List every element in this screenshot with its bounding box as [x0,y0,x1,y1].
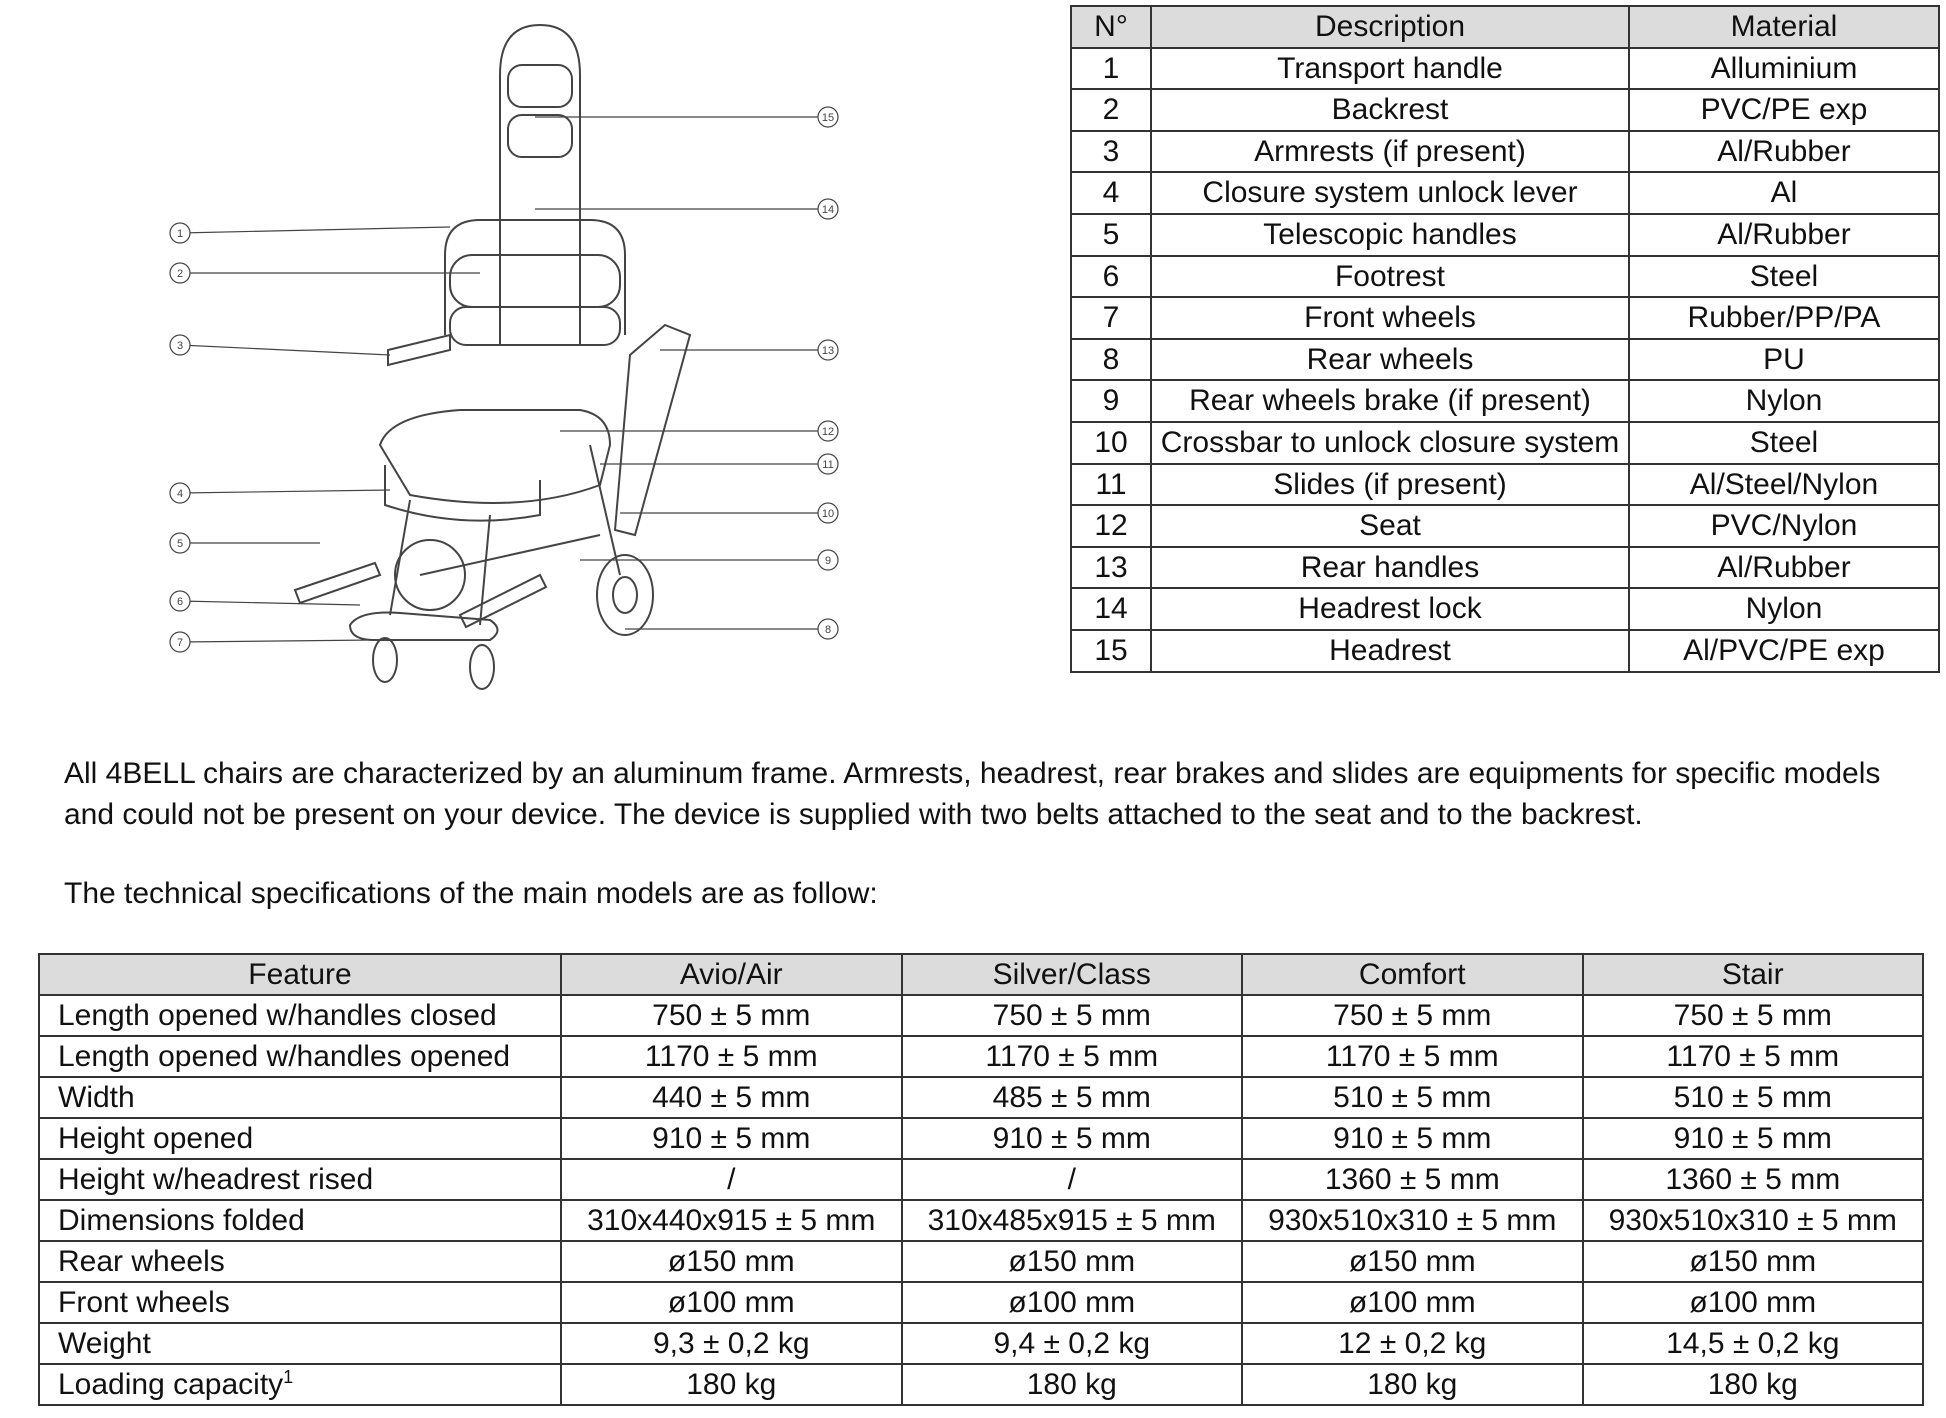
part-description: Closure system unlock lever [1151,172,1629,214]
part-description: Armrests (if present) [1151,131,1629,173]
spec-value: 9,3 ± 0,2 kg [561,1323,902,1364]
transport-handle [445,220,625,335]
feature-cell [39,1200,561,1241]
spec-value: ø150 mm [561,1241,902,1282]
spec-value: 1170 ± 5 mm [1583,1036,1924,1077]
parts-row [1071,256,1939,298]
part-number: 14 [1071,588,1151,630]
header-avio-air: Avio/Air [561,954,902,995]
specifications-table [38,953,1924,1406]
rear-rail [615,325,690,535]
spec-value: 12 ± 0,2 kg [1242,1323,1583,1364]
spec-value: ø100 mm [1583,1282,1924,1323]
part-description: Transport handle [1151,48,1629,90]
parts-row [1071,464,1939,506]
part-number: 8 [1071,339,1151,381]
parts-row [1071,214,1939,256]
footrest [350,613,498,641]
part-material: Nylon [1629,588,1939,630]
part-number: 13 [1071,547,1151,589]
spec-value: 1170 ± 5 mm [1242,1036,1583,1077]
feature-cell [39,1323,561,1364]
callout-11: 11 [822,459,834,471]
spec-value: 510 ± 5 mm [1242,1077,1583,1118]
part-description: Rear wheels brake (if present) [1151,380,1629,422]
spec-value: 310x440x915 ± 5 mm [561,1200,902,1241]
spec-value: ø100 mm [561,1282,902,1323]
callout-1: 1 [176,228,184,240]
spec-value: 910 ± 5 mm [1583,1118,1924,1159]
part-material: Nylon [1629,380,1939,422]
intro-paragraph: All 4BELL chairs are characterized by an aluminum frame. Armrests, headrest, rear brakes and slides are equipments for specific models and could not be present on your device. The device is supplied with two belts attached to the seat and to the backrest. [64,757,1881,831]
specs-row [39,1200,1923,1241]
part-material: PU [1629,339,1939,381]
callout-5: 5 [176,538,184,550]
callout-2: 2 [176,268,184,280]
part-description: Footrest [1151,256,1629,298]
part-description: Headrest [1151,630,1629,672]
parts-row [1071,380,1939,422]
specs-row [39,1036,1923,1077]
headrest-roller-bottom [508,115,572,157]
specs-row [39,1323,1923,1364]
parts-table [1070,5,1940,673]
part-number: 11 [1071,464,1151,506]
footnote-marker: 1 [283,1367,294,1387]
front-wheel-left [373,638,397,682]
parts-row [1071,131,1939,173]
feature-cell [39,1077,561,1118]
feature-label: Width [58,1081,135,1114]
feature-label: Rear wheels [58,1245,225,1278]
spec-value: 9,4 ± 0,2 kg [902,1323,1243,1364]
spec-value: 910 ± 5 mm [561,1118,902,1159]
feature-cell [39,1241,561,1282]
feature-cell [39,1159,561,1200]
part-number: 4 [1071,172,1151,214]
callout-13: 13 [821,345,835,357]
spec-value: 440 ± 5 mm [561,1077,902,1118]
header-stair: Stair [1583,954,1924,995]
part-material: Rubber/PP/PA [1629,297,1939,339]
parts-row [1071,48,1939,90]
part-description: Rear wheels [1151,339,1629,381]
specs-row [39,1282,1923,1323]
front-leg-right [480,515,490,625]
part-material: Steel [1629,256,1939,298]
callout-9: 9 [824,555,832,567]
feature-label: Loading capacity [58,1368,284,1401]
parts-row [1071,547,1939,589]
feature-label: Front wheels [58,1286,230,1319]
feature-label: Length opened w/handles opened [58,1040,511,1073]
part-number: 9 [1071,380,1151,422]
callout-10: 10 [821,508,835,520]
spec-value: 485 ± 5 mm [902,1077,1243,1118]
seat [380,410,610,503]
armrest [388,335,450,365]
header-number: N° [1071,6,1151,48]
specs-row [39,1118,1923,1159]
part-number: 15 [1071,630,1151,672]
backrest [450,255,620,307]
spec-value: ø100 mm [902,1282,1243,1323]
feature-label: Height opened [58,1122,254,1155]
part-description: Front wheels [1151,297,1629,339]
part-number: 2 [1071,89,1151,131]
part-number: 5 [1071,214,1151,256]
rear-wheel-brake [395,540,465,610]
parts-row [1071,339,1939,381]
specs-row [39,1159,1923,1200]
part-description: Telescopic handles [1151,214,1629,256]
callout-14: 14 [821,204,835,216]
telescopic-handle-left [295,563,380,603]
callout-3: 3 [176,340,184,352]
feature-label: Length opened w/handles closed [58,999,497,1032]
headrest-roller-top [508,65,572,107]
part-description: Rear handles [1151,547,1629,589]
specs-header-row [39,954,1923,995]
feature-cell [39,1036,561,1077]
feature-cell [39,1282,561,1323]
callout-4: 4 [176,488,184,500]
part-material: Steel [1629,422,1939,464]
spec-value: ø150 mm [1583,1241,1924,1282]
part-number: 1 [1071,48,1151,90]
spec-value: 1170 ± 5 mm [902,1036,1243,1077]
spec-value: ø150 mm [1242,1241,1583,1282]
feature-cell [39,1364,561,1405]
part-number: 12 [1071,505,1151,547]
feature-label: Weight [58,1327,151,1360]
part-material: Al/Rubber [1629,131,1939,173]
specs-row [39,995,1923,1036]
spec-value: 1170 ± 5 mm [561,1036,902,1077]
spec-value: 180 kg [1242,1364,1583,1405]
callout-15: 15 [821,112,835,124]
spec-value: 510 ± 5 mm [1583,1077,1924,1118]
parts-row [1071,630,1939,672]
specs-intro-paragraph: The technical specifications of the main models are as follow: [64,877,878,910]
part-material: Al/PVC/PE exp [1629,630,1939,672]
part-material: Alluminium [1629,48,1939,90]
spec-value: 180 kg [561,1364,902,1405]
spec-value: 180 kg [902,1364,1243,1405]
specs-row [39,1077,1923,1118]
part-material: Al/Rubber [1629,547,1939,589]
header-description: Description [1151,6,1629,48]
spec-value: 930x510x310 ± 5 mm [1242,1200,1583,1241]
part-description: Backrest [1151,89,1629,131]
feature-cell [39,995,561,1036]
cross-member [420,535,600,575]
specs-row [39,1241,1923,1282]
feature-label: Dimensions folded [58,1204,305,1237]
callout-12: 12 [821,426,835,438]
parts-row [1071,172,1939,214]
feature-label: Height w/headrest rised [58,1163,374,1196]
part-description: Crossbar to unlock closure system [1151,422,1629,464]
part-number: 6 [1071,256,1151,298]
spec-value: 750 ± 5 mm [1242,995,1583,1036]
spec-value: 1360 ± 5 mm [1583,1159,1924,1200]
rear-wheel [597,555,653,635]
part-description: Seat [1151,505,1629,547]
spec-value: 750 ± 5 mm [1583,995,1924,1036]
specs-row [39,1364,1923,1405]
part-description: Slides (if present) [1151,464,1629,506]
part-description: Headrest lock [1151,588,1629,630]
spec-value: / [561,1159,902,1200]
spec-value: 930x510x310 ± 5 mm [1583,1200,1924,1241]
headrest-frame [500,25,580,345]
spec-value: 910 ± 5 mm [902,1118,1243,1159]
header-material: Material [1629,6,1939,48]
parts-header-row [1071,6,1939,48]
evacuation-chair-diagram [160,15,880,695]
parts-row [1071,422,1939,464]
part-material: Al/Steel/Nylon [1629,464,1939,506]
feature-cell [39,1118,561,1159]
spec-value: 1360 ± 5 mm [1242,1159,1583,1200]
spec-value: ø100 mm [1242,1282,1583,1323]
part-material: Al/Rubber [1629,214,1939,256]
front-wheel-right [470,645,494,689]
header-silver-class: Silver/Class [902,954,1243,995]
parts-row [1071,89,1939,131]
callout-7: 7 [176,637,184,649]
part-number: 3 [1071,131,1151,173]
callout-6: 6 [176,596,184,608]
spec-value: 910 ± 5 mm [1242,1118,1583,1159]
spec-value: 750 ± 5 mm [561,995,902,1036]
parts-row [1071,297,1939,339]
callout-8: 8 [824,624,832,636]
part-material: Al [1629,172,1939,214]
backrest-lower [450,307,620,345]
parts-row [1071,505,1939,547]
spec-value: 750 ± 5 mm [902,995,1243,1036]
spec-value: / [902,1159,1243,1200]
spec-value: 180 kg [1583,1364,1924,1405]
parts-row [1071,588,1939,630]
part-number: 10 [1071,422,1151,464]
part-material: PVC/Nylon [1629,505,1939,547]
part-number: 7 [1071,297,1151,339]
spec-value: ø150 mm [902,1241,1243,1282]
spec-value: 310x485x915 ± 5 mm [902,1200,1243,1241]
header-comfort: Comfort [1242,954,1583,995]
header-feature: Feature [39,954,561,995]
spec-value: 14,5 ± 0,2 kg [1583,1323,1924,1364]
part-material: PVC/PE exp [1629,89,1939,131]
